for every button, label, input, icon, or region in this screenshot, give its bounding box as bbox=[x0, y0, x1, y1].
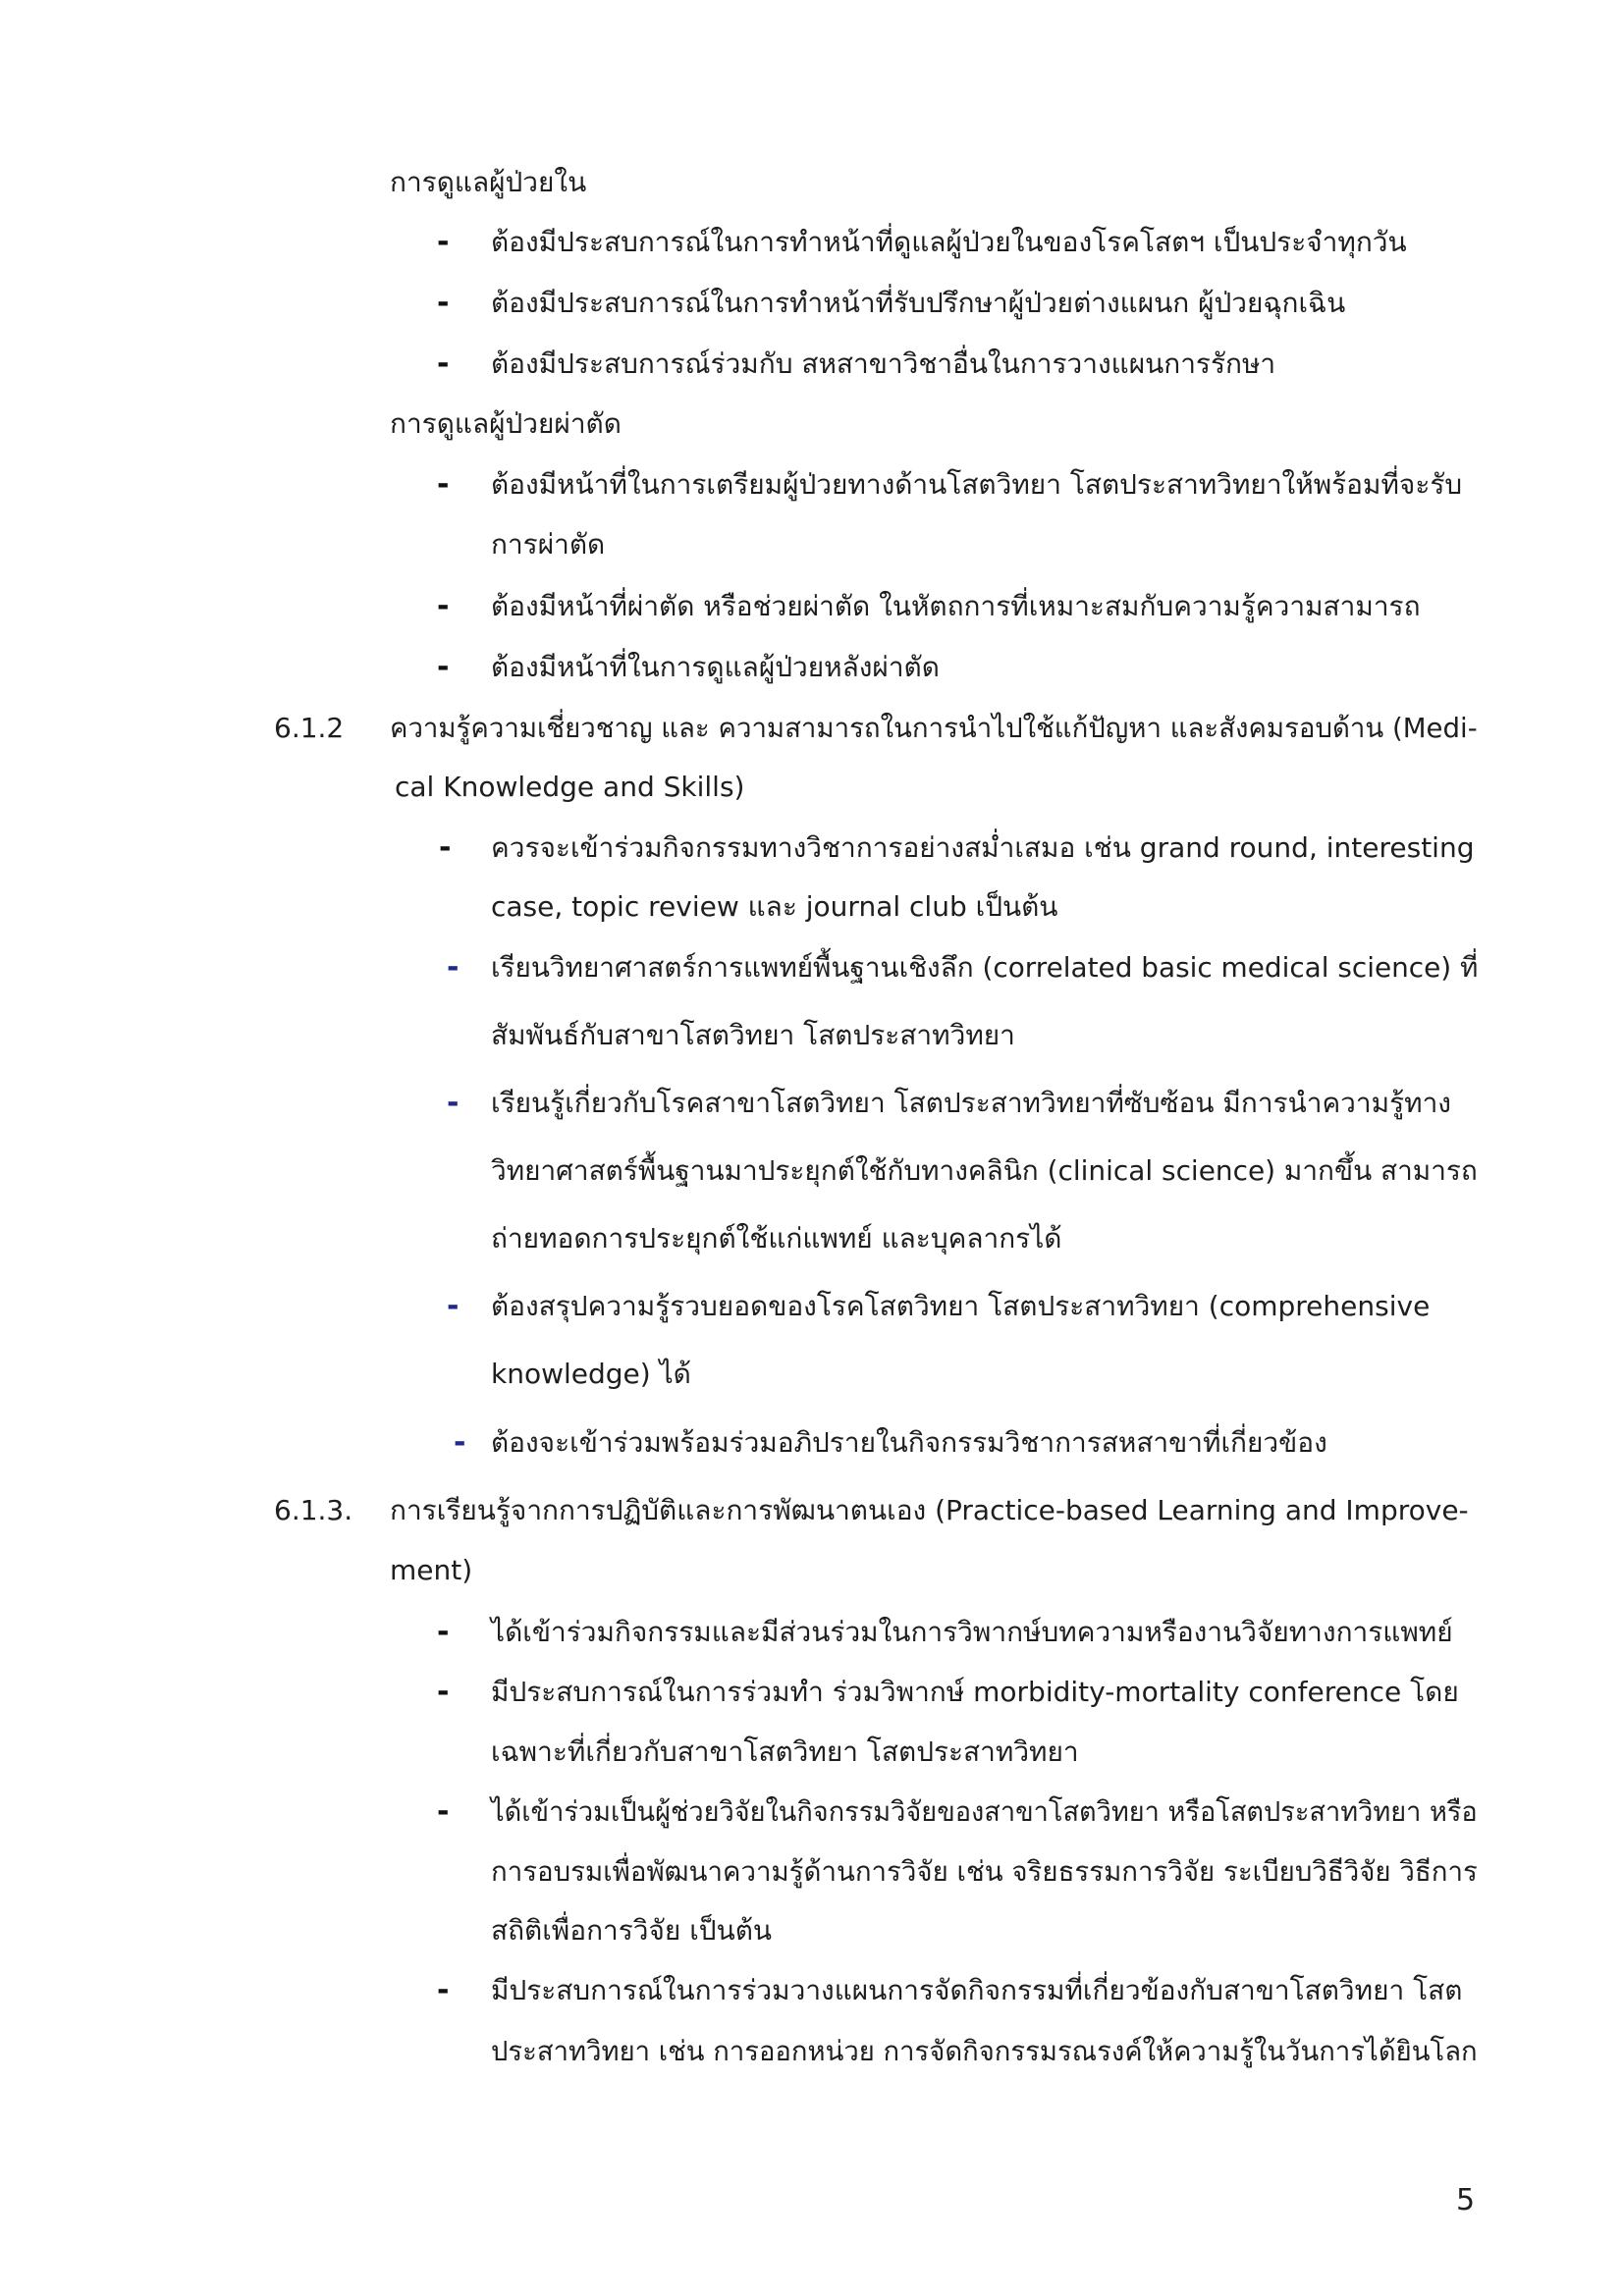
bullet-text: ควรจะเข้าร่วมกิจกรรมทางวิชาการอย่างสม่ำเสมอ เช่น grand round, interesting bbox=[491, 831, 1475, 864]
section-heading: ความรู้ความเชี่ยวชาญ และ ความสามารถในการนำไปใช้แก้ปัญหา และสังคมรอบด้าน (Medi- bbox=[390, 712, 1478, 744]
bullet-dash: - bbox=[437, 286, 450, 320]
bullet-dash: - bbox=[437, 650, 450, 684]
bullet-text: ต้องมีหน้าที่ในการดูแลผู้ป่วยหลังผ่าตัด bbox=[491, 651, 940, 683]
bullet-dash: - bbox=[447, 950, 460, 985]
section-heading-continued: ment) bbox=[390, 1554, 473, 1586]
bullet-text-continued: สถิติเพื่อการวิจัย เป็นต้น bbox=[491, 1914, 773, 1947]
bullet-text: ต้องมีประสบการณ์ในการทำหน้าที่รับปรึกษาผู้ป่วยต่างแผนก ผู้ป่วยฉุกเฉิน bbox=[491, 287, 1346, 319]
bullet-text-continued: วิทยาศาสตร์พื้นฐานมาประยุกต์ใช้กับทางคลินิก (clinical science) มากขึ้น สามารถ bbox=[491, 1154, 1478, 1187]
bullet-text-continued: ถ่ายทอดการประยุกต์ใช้แก่แพทย์ และบุคลากรได้ bbox=[491, 1222, 1062, 1255]
bullet-text: ต้องมีประสบการณ์ร่วมกับ สหสาขาวิชาอื่นในการวางแผนการรักษา bbox=[491, 347, 1276, 380]
bullet-dash: - bbox=[447, 1086, 460, 1120]
page-number: 5 bbox=[1456, 2183, 1476, 2217]
subheading-inpatient-care: การดูแลผู้ป่วยใน bbox=[390, 166, 587, 198]
bullet-text: ต้องมีประสบการณ์ในการทำหน้าที่ดูแลผู้ป่วยในของโรคโสตฯ เป็นประจำทุกวัน bbox=[491, 226, 1407, 258]
bullet-dash: - bbox=[437, 467, 450, 502]
bullet-dash: - bbox=[437, 225, 450, 259]
bullet-dash: - bbox=[447, 1289, 460, 1323]
bullet-text: ต้องมีหน้าที่ผ่าตัด หรือช่วยผ่าตัด ในหัตถการที่เหมาะสมกับความรู้ความสามารถ bbox=[491, 590, 1421, 622]
bullet-dash: - bbox=[437, 589, 450, 623]
bullet-text: ต้องจะเข้าร่วมพร้อมร่วมอภิปรายในกิจกรรมวิชาการสหสาขาที่เกี่ยวข้อง bbox=[491, 1426, 1327, 1459]
bullet-text: ได้เข้าร่วมกิจกรรมและมีส่วนร่วมในการวิพากษ์บทความหรืองานวิจัยทางการแพทย์ bbox=[491, 1616, 1453, 1648]
bullet-dash: - bbox=[437, 347, 450, 381]
section-heading: การเรียนรู้จากการปฏิบัติและการพัฒนาตนเอง (Practice-based Learning and Improve- bbox=[390, 1494, 1469, 1526]
section-number: 6.1.2 bbox=[274, 712, 345, 744]
bullet-text-continued: knowledge) ได้ bbox=[491, 1358, 691, 1390]
bullet-text-continued: สัมพันธ์กับสาขาโสตวิทยา โสตประสาทวิทยา bbox=[491, 1019, 1015, 1051]
bullet-dash: - bbox=[437, 1615, 450, 1649]
subheading-surgical-care: การดูแลผู้ป่วยผ่าตัด bbox=[390, 407, 622, 440]
bullet-dash: - bbox=[437, 1794, 450, 1829]
bullet-text-continued: การผ่าตัด bbox=[491, 528, 606, 561]
bullet-dash: - bbox=[454, 1425, 466, 1460]
bullet-dash: - bbox=[437, 1675, 450, 1709]
bullet-text-continued: case, topic review และ journal club เป็นต้น bbox=[491, 890, 1058, 923]
bullet-text: ต้องสรุปความรู้รวบยอดของโรคโสตวิทยา โสตประสาทวิทยา (comprehensive bbox=[491, 1290, 1431, 1322]
bullet-text-continued: การอบรมเพื่อพัฒนาความรู้ด้านการวิจัย เช่น จริยธรรมการวิจัย ระเบียบวิธีวิจัย วิธีการ bbox=[491, 1855, 1478, 1888]
bullet-text-continued: เฉพาะที่เกี่ยวกับสาขาโสตวิทยา โสตประสาทวิทยา bbox=[491, 1735, 1079, 1768]
bullet-text: เรียนวิทยาศาสตร์การแพทย์พื้นฐานเชิงลึก (correlated basic medical science) ที่ bbox=[491, 951, 1479, 984]
bullet-text: เรียนรู้เกี่ยวกับโรคสาขาโสตวิทยา โสตประสาทวิทยาที่ซับซ้อน มีการนำความรู้ทาง bbox=[491, 1087, 1451, 1119]
bullet-text-continued: ประสาทวิทยา เช่น การออกหน่วย การจัดกิจกรรมรณรงค์ให้ความรู้ในวันการได้ยินโลก bbox=[491, 2035, 1478, 2067]
section-heading-continued: cal Knowledge and Skills) bbox=[395, 771, 745, 803]
bullet-text: มีประสบการณ์ในการร่วมวางแผนการจัดกิจกรรมที่เกี่ยวข้องกับสาขาโสตวิทยา โสต bbox=[491, 1974, 1463, 2006]
bullet-text: ได้เข้าร่วมเป็นผู้ช่วยวิจัยในกิจกรรมวิจัยของสาขาโสตวิทยา หรือโสตประสาทวิทยา หรือ bbox=[491, 1795, 1478, 1828]
bullet-text: ต้องมีหน้าที่ในการเตรียมผู้ป่วยทางด้านโสตวิทยา โสตประสาทวิทยาให้พร้อมที่จะรับ bbox=[491, 468, 1463, 501]
bullet-dash: - bbox=[439, 830, 452, 865]
section-number: 6.1.3. bbox=[274, 1494, 353, 1526]
bullet-dash: - bbox=[437, 1973, 450, 2007]
bullet-text: มีประสบการณ์ในการร่วมทำ ร่วมวิพากษ์ morbidity-mortality conference โดย bbox=[491, 1676, 1459, 1708]
